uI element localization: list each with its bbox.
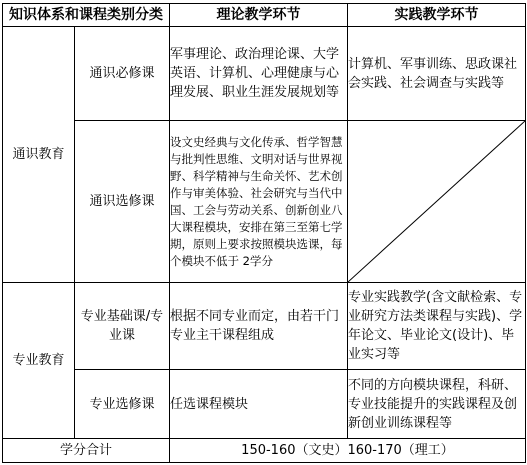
curriculum-table [2,3,526,463]
general-required-row [3,27,526,121]
professional-elective-theory: 任选课程模块 [170,370,348,439]
total-value: 150-160（文史）160-170（理工） [170,439,526,463]
professional-elective-practice: 不同的方向模块课程，科研、专业技能提升的实践课程及创新创业训练课程等 [348,370,526,439]
professional-education-label: 专业教育 [3,283,75,439]
diagonal-line [348,121,525,282]
general-required-theory: 军事理论、政治理论课、大学英语、计算机、心理健康与心理发展、职业生涯发展规划等 [170,27,348,121]
header-practice: 实践教学环节 [348,4,526,27]
professional-basic-theory: 根据不同专业而定，由若干门专业主干课程组成 [170,283,348,370]
header-category: 知识体系和课程类别分类 [3,4,170,27]
professional-basic-practice: 专业实践教学(含文献检索、专业研究方法类课程与实践)、学年论文、毕业论文(设计)、毕业实习等 [348,283,526,370]
professional-basic-label: 专业基础课/专业课 [75,283,170,370]
general-elective-theory: 设文史经典与文化传承、哲学智慧与批判性思维、文明对话与世界视野、科学精神与生命关怀、艺术创作与审美体验、社会研究与当代中国、工会与劳动关系、创新创业八大课程模块，安排在第三至第七学期，原则上要求按照模块选课，每个模块不低于 2学分 [170,121,348,283]
professional-elective-label: 专业选修课 [75,370,170,439]
general-elective-row [3,121,526,283]
header-row [3,4,526,27]
professional-basic-row [3,283,526,370]
professional-elective-row [3,370,526,439]
header-theory: 理论教学环节 [170,4,348,27]
general-elective-label: 通识选修课 [75,121,170,283]
general-education-label: 通识教育 [3,27,75,283]
general-elective-practice-empty [348,121,526,283]
total-label: 学分合计 [3,439,170,463]
general-required-label: 通识必修课 [75,27,170,121]
general-required-practice: 计算机、军事训练、思政课社会实践、社会调查与实践等 [348,27,526,121]
total-row [3,439,526,463]
